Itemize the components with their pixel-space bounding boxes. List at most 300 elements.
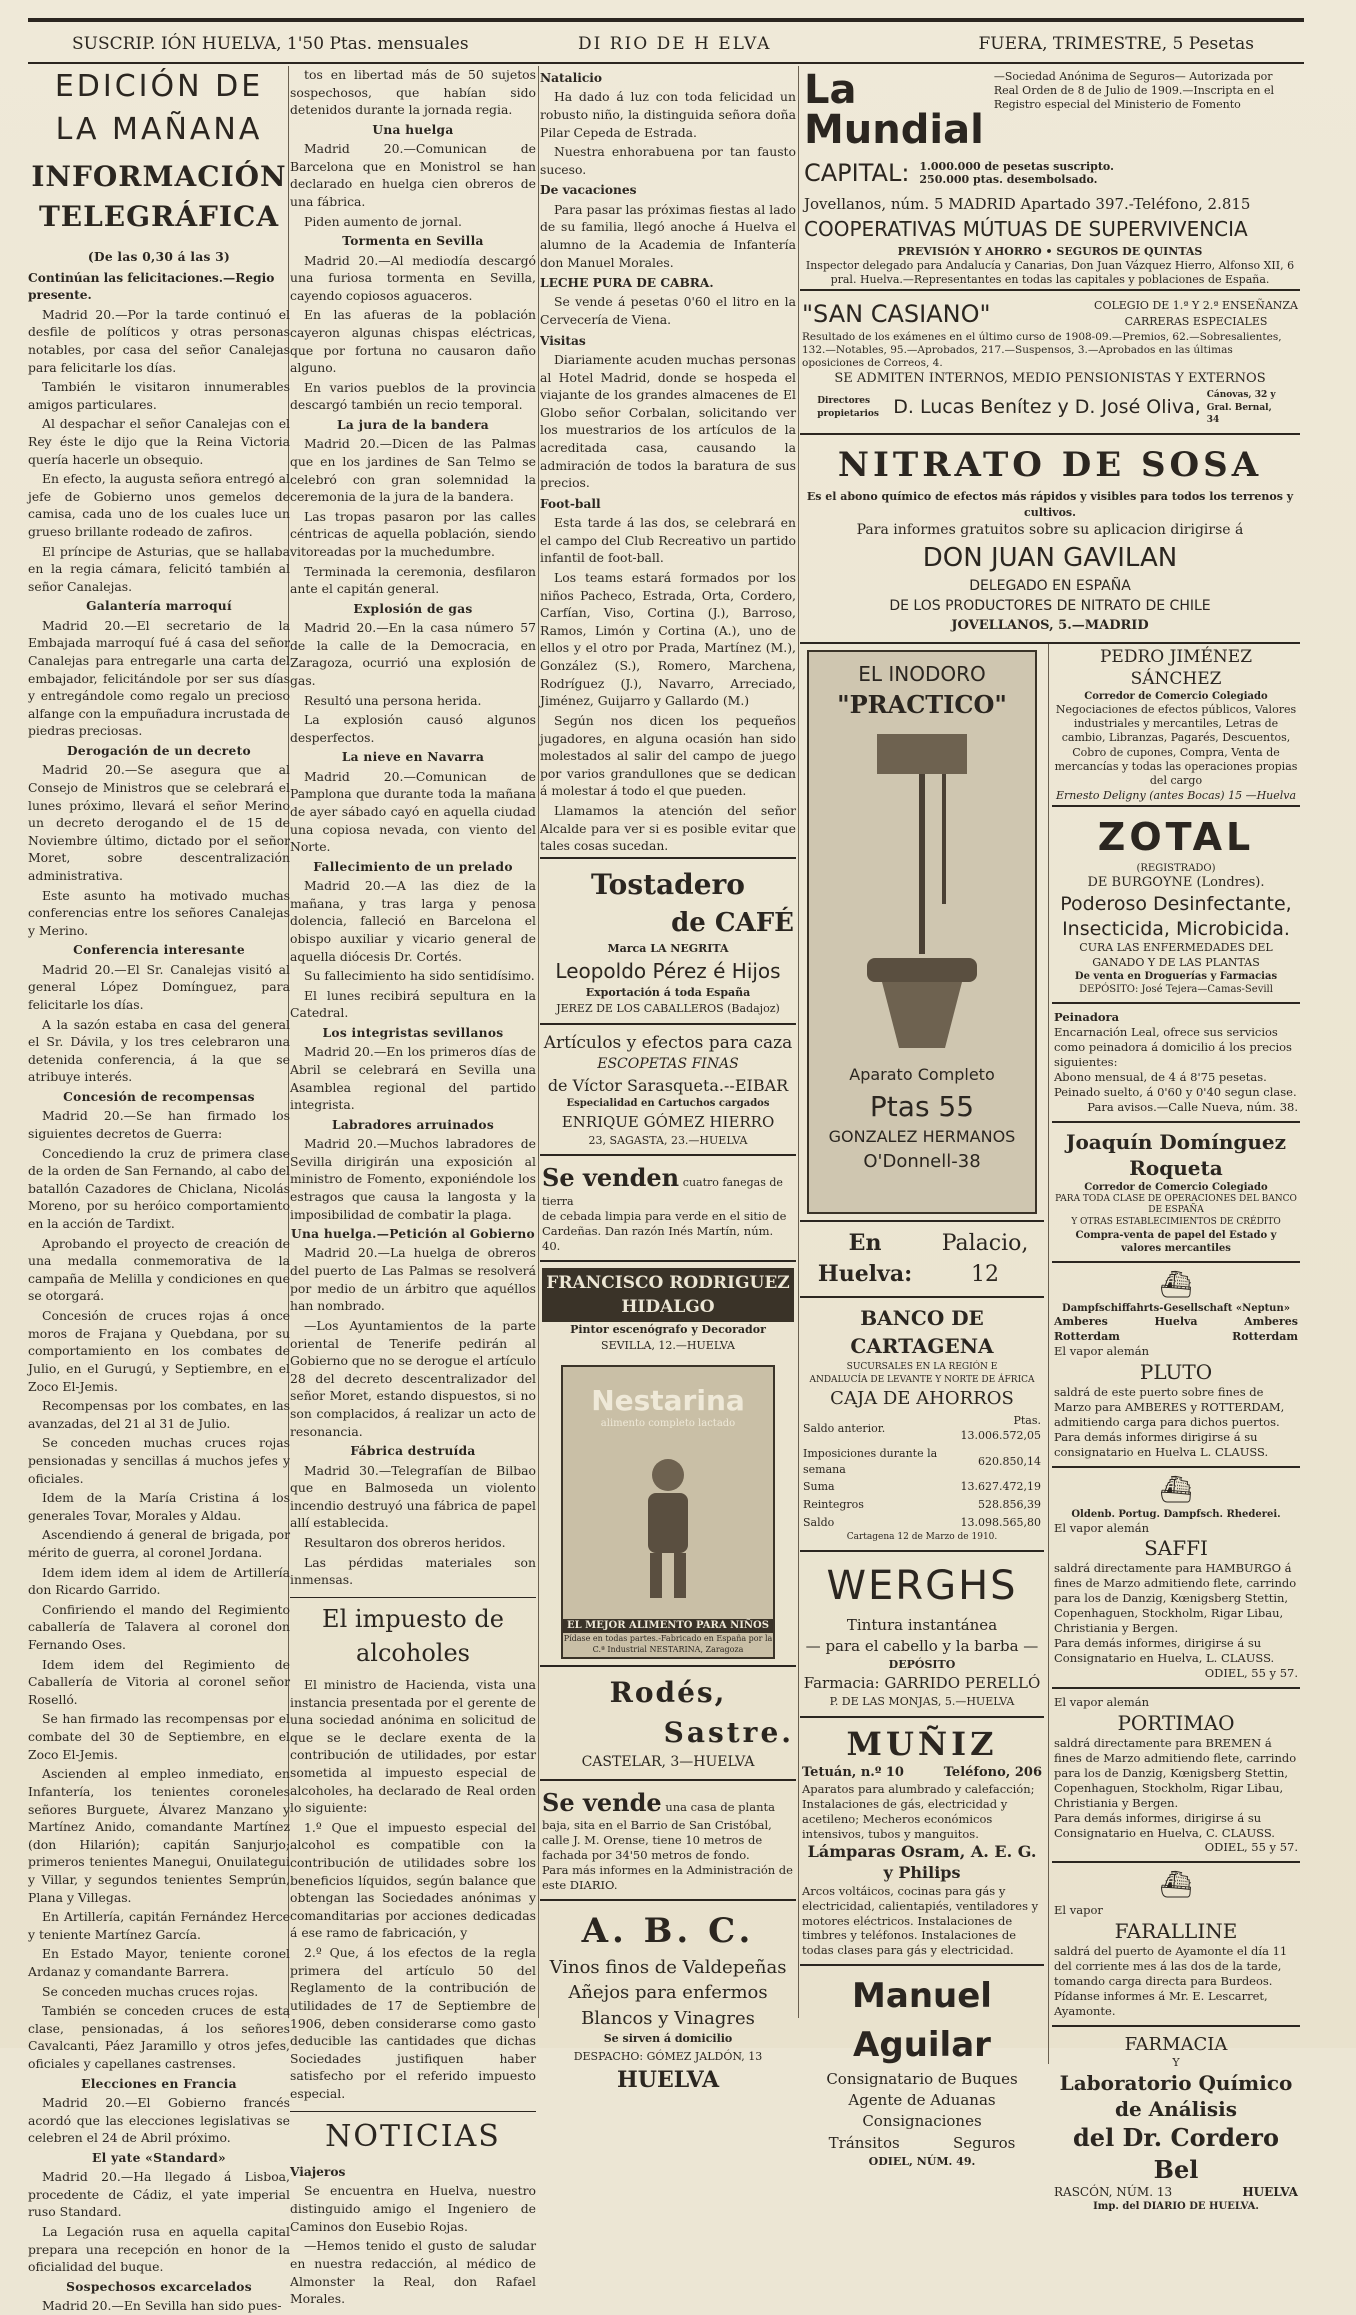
paragraph: Se vende á pesetas 0'60 el litro en la Cervecería de Viena. [540,294,796,328]
paragraph: La Legación rusa en aquella capital prepara una recepción en honor de la oficialidad del buque. [28,2223,290,2275]
paragraph: Madrid 20.—Se han firmado los siguientes decretos de Guerra: [28,1108,290,1141]
subscription-outside: FUERA, TRIMESTRE, 5 Pesetas [978,34,1254,54]
paragraph: Su fallecimiento ha sido sentidísimo. [304,968,535,984]
headline: El yate «Standard» [92,2150,226,2165]
ad-line: CURA LAS ENFERMEDADES DEL GANADO Y DE LAS PLANTAS [1079,941,1273,969]
ad-line: CARRERAS ESPECIALES [1124,314,1268,328]
ad-title: Manuel Aguilar [852,1976,992,2065]
paragraph: Ascendiendo á general de brigada, por mérito de guerra, al coronel Jordana. [28,1527,290,1560]
ad-title: Peinadora [1054,1010,1120,1025]
ad-nitrato [800,433,1300,641]
ad-title: FRANCISCO RODRIGUEZ HIDALGO [542,1268,794,1322]
ad-line: Imp. del DIARIO DE HUELVA. [1093,2201,1259,2213]
paragraph: 1.º Que el impuesto especial del alcohol es compatible con la contribución de utilidades sobre los beneficios líquidos, según balance que obtengan las Sociedades anónimas y comanditarias por acciones dedicadas á ese ramo de fabricación, y [290,1819,536,1941]
ad-ship-faralline [1052,1861,1300,2024]
paragraph: A la sazón estaba en casa del general el Sr. Dávila, y los tres celebraron una detenida conferencia, á la que se atribuye interés. [28,1016,290,1085]
edition-title: EDICIÓN DE LA MAÑANA [54,69,264,147]
ad-line: Jovellanos, núm. 5 MADRID Apartado 397.-Teléfono, 2.815 [804,195,1251,214]
paragraph: Concesión de cruces rojas á once moros de Frajana y Quebdana, por su comportamiento en los combates de Julio, en el Gurugú, y Septiembre, en el Zoco El-Jemis. [28,1308,290,1394]
ad-line: DON JUAN GAVILAN [922,543,1178,574]
paragraph: Se conceden muchas cruces rojas pensionadas y sencillas á muchos jefes y oficiales. [28,1435,290,1486]
ad-line: Consignaciones [862,2112,982,2131]
ad-line: Marca LA NEGRITA [607,942,729,956]
paragraph: Madrid 20.—En Sevilla han sido pues- [42,2298,282,2314]
ad-line: del Dr. Cordero Bel [1073,2123,1279,2184]
ad-line: Pídase en todas partes.-Fabricado en España por la C.ª Industrial NESTARINA, Zaragoza [563,1633,773,1654]
column-4 [800,66,1300,2213]
ad-line: COOPERATIVAS MÚTUAS DE SUPERVIVENCIA [804,217,1248,242]
ad-title: "SAN CASIANO" [802,299,991,328]
ad-se-vende [540,1779,796,1899]
ad-line: Poderoso Desinfectante, [1060,893,1292,916]
ad-line: Negociaciones de efectos públicos, Valores industriales y mercantiles, Letras de cambio, Libranzas, Pagarés, Descuentos, Cobro de cupones, Compra, Venta de mercancías y todas las operaciones propias del cargo [1054,702,1298,788]
ad-line: Peinado suelto, á 0'60 y 0'40 segun clase. [1054,1084,1297,1099]
paragraph: Concediendo la cruz de primera clase de la orden de San Fernando, al cabo del batallón Cazadores de Chiclana, Nicolás Moreno, por su heróico comportamiento en la acción de Tardixt. [28,1145,290,1232]
ad-banco-cartagena [800,1296,1044,1550]
ad-line: En Huelva: [817,1229,913,1287]
headline: Explosión de gas [353,601,473,616]
ad-title: ZOTAL [1097,814,1255,859]
paragraph: En Estado Mayor, teniente coronel Ardanaz y comandante Barrera. [28,1946,290,1979]
ad-title: PEDRO JIMÉNEZ SÁNCHEZ [1099,646,1253,689]
ad-line: SEVILLA, 12.—HUELVA [601,1338,735,1352]
section-title: INFORMACIÓN TELEGRÁFICA [31,160,287,233]
ad-line: Agente de Aduanas [848,2091,996,2110]
paragraph: Madrid 20.—Ha llegado á Lisboa, procedente de Cádiz, el yate imperial ruso Standard. [28,2169,290,2220]
time-note: (De las 0,30 á las 3) [87,249,231,264]
subscription-local: SUSCRIP. IÓN HUELVA, 1'50 Ptas. mensuales [72,34,469,54]
ad-line: D. Lucas Benítez y D. José Oliva, [893,396,1201,419]
ad-title: Tostadero [591,867,745,901]
ad-line: Amberes [1054,1315,1108,1329]
ads-left [800,644,1044,2176]
ad-line: Cánovas, 32 y Gral. Bernal, 34 [1206,389,1276,426]
ad-line: Corredor de Comercio Colegiado [1084,690,1268,702]
paragraph: Las pérdidas materiales son inmensas. [290,1554,536,1588]
ad-line: CAPITAL: [804,159,910,187]
paragraph: Recompensas por los combates, en las avanzadas, del 21 al 31 de Julio. [28,1398,290,1431]
ad-line: Lámparas Osram, A. E. G. y Philips [807,1842,1037,1882]
ad-joaquin [1052,1121,1300,1261]
headline: Concesión de recompensas [63,1090,255,1105]
paragraph: Madrid 20.—Al mediodía descargó una furiosa tormenta en Sevilla, cayendo copiosos aguaceros. [290,252,536,303]
lower-ads [800,642,1300,2213]
paragraph: Madrid 30.—Telegrafían de Bilbao que en Balmoseda un violento incendio destruyó una fábrica de papel allí establecida. [290,1462,536,1531]
savings-row [802,1478,1042,1496]
headline: Natalicio [540,71,603,85]
ad-line: de cebada limpia para verde en el sitio de Cardeñas. Dan razón Inés Martín, núm. 40. [542,1208,787,1253]
ad-ship-portimao [1052,1687,1300,1861]
ad-line: 1.000.000 de pesetas suscripto. [919,159,1114,173]
savings-row [802,1445,1042,1478]
paragraph: Este asunto ha motivado muchas conferencias entre los señores Canalejas y Merino. [28,887,290,938]
paragraph: Madrid 20.—El secretario de la Embajada marroquí fué á casa del señor Canalejas para entregarle una carta del embajador, felicitándole por ser sus días y entregándole como regalo un precioso alfange con la empuñadura incrustada de piedras preciosas. [28,617,290,739]
ad-title: BANCO DE CARTAGENA [850,1306,994,1359]
paragraph: Según nos dicen los pequeños jugadores, en alguna ocasión han sido molestados al salir del campo de juego por varios grandullones que se dedican á molestar á todo el que pueden. [540,712,796,799]
ad-line: saldrá de este puerto sobre fines de Marzo para AMBERES y ROTTERDAM, admitiendo carga para dichos puertos. [1054,1385,1285,1429]
savings-label: Imposiciones durante la semana [803,1447,938,1476]
paragraph: Se conceden muchas cruces rojas. [42,1983,259,1999]
ad-line: De venta en Droguerías y Farmacias [1074,971,1278,983]
column-3 [540,66,796,2093]
ad-line: Teléfono, 206 [943,1765,1042,1781]
ad-line: Inspector delegado para Andalucía y Canarias, Don Juan Vázquez Hierro, Alfonso XII, 6 pral. Huelva.—Representantes en todas las capitales y poblaciones de España. [805,259,1295,287]
ad-line: Blancos y Vinagres [581,2007,755,2029]
paragraph: Se encuentra en Huelva, nuestro distinguido amigo el Ingeniero de Caminos don Eusebio Rojas. [290,2183,536,2234]
paragraph: La explosión causó algunos desperfectos. [290,712,536,745]
ad-ship-pluto [1052,1261,1300,1466]
ad-subtitle: de CAFÉ [671,907,794,938]
paragraph: Madrid 20.—Comunican de Pamplona que durante toda la mañana de ayer sábado cayó en aquella ciudad una copiosa nevada, con viento del Norte. [290,768,536,855]
column-rule [538,66,539,2018]
paragraph: Madrid 20.—Por la tarde continuó el desfile de políticos y otras personas notables, por casa del señor Canalejas para felicitarle los días. [28,306,290,375]
ad-title: A. B. C. [581,1910,755,1951]
ad-line: JEREZ DE LOS CABALLEROS (Badajoz) [556,1002,780,1016]
ad-line: Es el abono químico de efectos más rápidos y visibles para todos los terrenos y cultivos. [806,490,1294,519]
ad-title: Nestarina [591,1384,745,1418]
ad-line: DEPÓSITO [888,1658,956,1672]
ad-line: Para demás informes, dirigirse á su Consignatario en Huelva, L. CLAUSS. [1054,1636,1275,1666]
ad-line: DELEGADO EN ESPAÑA [969,578,1131,595]
headline: La jura de la bandera [336,418,489,433]
paragraph: Las tropas pasaron por las calles céntricas de aquella población, siendo vitoreadas por la muchedumbre. [290,508,536,559]
ad-line: DESPACHO: GÓMEZ JALDÓN, 13 [573,2050,763,2064]
ad-line: Compra-venta de papel del Estado y valores mercantiles [1075,1229,1277,1254]
ad-title: Se vende [542,1787,662,1817]
headline: Derogación de un decreto [67,744,251,759]
paragraph: Diariamente acuden muchas personas al Hotel Madrid, donde se hospeda el viajante de los grandes almacenes de El Globo señor Corbalan, solicitando ver los muestrarios de los artículos de la acreditada casa, causando la admiración de todos la baratura de sus precios. [540,352,796,491]
ad-title: La Mundial [804,67,984,153]
ship-name: PLUTO [1139,1360,1213,1385]
paragraph: En varios pueblos de la provincia descargó también un recio temporal. [290,379,536,413]
savings-amount: 13.627.472,19 [960,1480,1041,1494]
savings-row [802,1496,1042,1514]
price-label: Ptas 55 [869,1089,975,1123]
headline: Fallecimiento de un prelado [313,859,513,874]
ad-line: ODIEL, 55 y 57. [1204,1666,1298,1680]
column-2 [290,66,536,2307]
ad-title: Dampfschiffahrts-Gesellschaft «Neptun» [1062,1303,1290,1315]
paragraph: —Hemos tenido el gusto de saludar en nuestra redacción, al médico de Almonster la Real, don Rafael Morales. [290,2238,536,2307]
ad-escopetas [540,1023,796,1155]
ad-title: NITRATO DE SOSA [837,445,1263,486]
ad-line: CASTELAR, 3—HUELVA [581,1753,755,1770]
headline: Una huelga [372,122,454,137]
ad-se-venden [540,1154,796,1259]
ad-line: alimento completo lactado [600,1418,736,1430]
headline: Sospechosos excarcelados [66,2279,252,2294]
ad-line: Leopoldo Pérez é Hijos [555,959,781,984]
headline: Viajeros [290,2165,346,2180]
ad-subtitle: "PRACTICO" [837,689,1007,719]
headline: Tormenta en Sevilla [342,234,484,249]
ad-line: El vapor [1054,1903,1103,1918]
paragraph: Al despachar el señor Canalejas con el Rey éste le dijo que la Reina Victoria quería hacerle un obsequio. [28,416,290,467]
steamship-icon: ⛴ [1159,1269,1193,1300]
ad-line: Farmacia: GARRIDO PERELLÓ [803,1673,1041,1692]
paragraph: Madrid 20.—Dicen de las Palmas que en los jardines de San Telmo se celebró con gran solemnidad la ceremonia de la jura de la bandera. [290,436,536,505]
ad-line: saldrá directamente para HAMBURGO á fines de Marzo admitiendo flete, carrindo para los de Danzig, Kœnigsberg Stettin, Copenhaguen, Stockholm, Rigar Libau, Christiania y Bergen. [1054,1561,1297,1636]
ad-line: Se sirven á domicilio [603,2032,733,2046]
ship-name: FARALLINE [1114,1919,1238,1944]
paragraph: Resultaron dos obreros heridos. [304,1534,506,1550]
ad-line: Pídanse informes á Mr. E. Lescarret, Ayamonte. [1054,1988,1268,2018]
nestarina-figure-icon [618,1445,718,1605]
ad-line: PARA TODA CLASE DE OPERACIONES DEL BANCO DE ESPAÑA [1055,1193,1297,1216]
ad-line: 23, SAGASTA, 23.—HUELVA [588,1133,748,1147]
ad-line: Insecticida, Microbicida. [1062,917,1290,940]
ad-line: COLEGIO DE 1.ª Y 2.ª ENSEÑANZA [1094,299,1298,313]
ad-line: GONZALEZ HERMANOS [828,1127,1016,1147]
ad-title: MUÑIZ [846,1724,998,1763]
ad-line: Especialidad en Cartuchos cargados [566,1098,770,1110]
savings-rows [802,1412,1042,1531]
headline: Conferencia interesante [73,943,245,958]
ad-line: O'Donnell-38 [863,1151,981,1173]
ad-line: Aparato Completo [849,1065,995,1085]
ad-title: Oldenb. Portug. Dampfsch. Rhederei. [1071,1508,1281,1520]
savings-label: Saldo [803,1515,835,1529]
ad-line: PREVISIÓN Y AHORRO • SEGUROS DE QUINTAS [897,244,1203,258]
ad-line: EL MEJOR ALIMENTO PARA NIÑOS [563,1619,773,1633]
ad-tostadero [540,857,796,1023]
section-heading: NOTICIAS [290,2111,536,2159]
ad-line: Consignatario de Buques [826,2069,1018,2088]
savings-row [802,1514,1042,1532]
paragraph: —Los Ayuntamientos de la parte oriental de Tenerife pedirán al Gobierno que no se derogue el artículo 28 del decreto descentralizador del señor Moret, estando dispuestos, si no son complacidos, á realizar un acto de resonancia. [290,1317,536,1439]
ad-line: Resultado de los exámenes en el último curso de 1908-09.—Premios, 62.—Sobresalientes, 132.—Notables, 95.—Aprobados, 217.—Suspensos, 3.—Aprobados en las últimas oposiciones de Correos, 4. [802,330,1282,370]
ad-line: SUCURSALES EN LA REGIÓN E [846,1361,998,1372]
headline: Labradores arruinados [331,1117,495,1132]
savings-label: Reintegros [803,1497,864,1511]
section-heading: El impuesto de alcoholes [290,1597,536,1670]
ad-nestarina [561,1365,775,1659]
ad-line: —Sociedad Anónima de Seguros— Autorizada por Real Orden de 8 de Julio de 1909.—Inscripta en el Registro especial del Ministerio de Fomento [993,70,1275,111]
paragraph: En las afueras de la población cayeron algunas chispas eléctricas, que por fortuna no causaron daño alguno. [290,307,536,376]
ad-line: Huelva [1154,1315,1198,1329]
ad-line: CAJA DE AHORROS [830,1388,1014,1410]
ad-inodoro [807,650,1037,1214]
ad-line: Encarnación Leal, ofrece sus servicios como peinadora á domicilio á los precios siguientes: [1054,1025,1292,1069]
savings-label: Saldo anterior. [803,1421,886,1435]
steamship-icon: ⛴ [1159,1870,1193,1901]
paragraph: En efecto, la augusta señora entregó al jefe de Gobierno unos gemelos de camisa, cada uno de los cuales luce un grueso brillante rodeado de zafiros. [28,471,290,539]
ad-line: Para demás informes, dirigirse á su Consignatario en Huelva, C. CLAUSS. [1054,1810,1275,1840]
ad-line: Añejos para enfermos [568,1982,768,2004]
ad-huelva [800,1220,1044,1296]
paragraph: Madrid 20.—Comunican de Barcelona que en Monistrol se han declarado en huelga cien obreros de una fábrica. [290,141,536,209]
ad-subtitle: Sastre. [663,1716,794,1749]
paragraph: En Artillería, capitán Fernández Herce y teniente Martínez García. [28,1909,290,1942]
ad-line: ODIEL, 55 y 57. [1204,1840,1298,1855]
paragraph: Madrid 20.—Se asegura que al Consejo de Ministros que se celebrará el lunes próximo, llevará el señor Merino un decreto derogando el de 15 de Noviembre último, dictado por el señor Moret, sobre descentralización administrativa. [28,762,290,883]
ad-title: Rodés, [609,1676,727,1710]
headline: La nieve en Navarra [341,750,485,765]
ad-line: El vapor alemán [1054,1694,1150,1709]
headline: Continúan las felicitaciones.—Regio presente. [28,271,275,303]
ad-title: FARMACIA [1124,2033,1228,2055]
paragraph: Los teams estará formados por los niños Pacheco, Estrada, Orta, Cordero, Carfían, Viso, Cortina (J.), Barroso, Ramos, Limón y Cortina (A.), uno de ellos y el otro por Prada, Martínez (M.), González (S.), Romero, Marchena, Rodríguez (J.), Navarro, Arreciado, Jiménez, Guijarro y Gallardo (M.) [540,570,796,709]
ad-line: Tintura instantánea [846,1615,998,1634]
headline: De vacaciones [540,183,637,198]
ad-line: Tetuán, n.º 10 [802,1765,904,1781]
ad-line: Rotterdam [1054,1329,1120,1343]
paragraph: También se conceden cruces de esta clase, pensionadas, á los señores Cavalcanti, Páez Jaramillo y otros jefes, oficiales y capellanes castrenses. [28,2003,290,2072]
paragraph: Piden aumento de jornal. [304,213,462,229]
ad-rodes [540,1665,796,1778]
ad-line: Pintor escenógrafo y Decorador [570,1323,766,1337]
ad-line: Aparatos para alumbrado y calefacción; Instalaciones de gás, electricidad y acetileno; Mecheros económicos intensivos, tubos y manguitos. [802,1782,1035,1842]
ad-line: Para más informes en la Administración de este DIARIO. [542,1862,793,1892]
paragraph: Ha dado á luz con toda felicidad un robusto niño, la distinguida señora doña Pilar Cepeda de Estrada. [540,89,796,140]
headline: Foot-ball [540,496,601,511]
headline: Galantería marroquí [86,599,232,614]
ad-line: una casa de planta baja, sita en el Barrio de San Cristóbal, calle J. M. Orense, tiene 10 metros de fachada por 34'50 metros de fondo. [542,1799,775,1862]
ad-line: DE LOS PRODUCTORES DE NITRATO DE CHILE [889,598,1211,615]
savings-table [802,1412,1042,1531]
paragraph: Se han firmado las recompensas por el combate del 30 de Septiembre, en el Zoco El-Jemis. [28,1711,290,1762]
ad-werghs [800,1550,1044,1716]
paragraph: Para pasar las próximas fiestas al lado de su familia, llegó anoche á Huelva el alumno de la Academia de Infantería don Manuel Morales. [540,201,796,270]
paragraph: El príncipe de Asturias, que se hallaba en la regia cámara, felicitó también al señor Canalejas. [28,543,290,594]
savings-row [802,1412,1042,1445]
ad-line: HUELVA [1242,2184,1298,2199]
ad-line: HUELVA [616,2066,720,2093]
paragraph: tos en libertad más de 50 sujetos sospechosos, que habían sido detenidos durante la jornada regia. [290,67,536,118]
paragraph: Madrid 20.—El Gobierno francés acordó que las elecciones legislativas se celebren el 24 de Abril próximo. [28,2094,290,2146]
column-rule [1048,644,1049,2064]
headline: Fábrica destruída [350,1444,476,1459]
ad-line: Palacio, 12 [941,1230,1029,1287]
paragraph: Madrid 20.—En la casa número 57 de la calle de la Democracia, en Zaragoza, ocurrió una explosión de gas. [290,620,536,688]
ad-line: Ernesto Deligny (antes Bocas) 15 —Huelva [1055,788,1297,802]
headline: Los integristas sevillanos [322,1026,504,1040]
ad-rodriguez [540,1260,796,1359]
ad-line: El vapor alemán [1054,1344,1150,1359]
ad-line: Para demás informes dirigirse á su consignatario en Huelva L. CLAUSS. [1054,1429,1269,1459]
paragraph: Aprobando el proyecto de creación de una medalla conmemorativa de la campaña de Melilla y condiciones en que se otorgará. [28,1235,290,1304]
ad-line: RASCÓN, NÚM. 13 [1054,2184,1173,2199]
ad-line: Artículos y efectos para caza [543,1032,793,1053]
ad-la-mundial [800,66,1300,289]
column-rule [798,66,799,2018]
ad-zotal [1052,805,1300,1002]
ad-pedro-jimenez [1052,644,1300,805]
headline: LECHE PURA DE CABRA. [540,276,714,291]
paragraph: Confiriendo el mando del Regimiento caballería de Talavera al coronel don Fernando Oses. [28,1601,290,1653]
ad-line: DE BURGOYNE (Londres). [1087,875,1265,891]
ad-line: Corredor de Comercio Colegiado [1084,1181,1268,1193]
ad-line: JOVELLANOS, 5.—MADRID [951,618,1149,634]
ad-title: Joaquín Domínguez Roqueta [1066,1129,1286,1180]
ad-san-casiano [800,289,1300,433]
paragraph: Madrid 20.—A las diez de la mañana, y tras larga y penosa dolencia, falleció en Barcelona el obispo auxiliar y vicario general de aquella diócesis Dr. Cortés. [290,878,536,964]
paragraph: Idem idem del Regimiento de Caballería de Vitoria al coronel señor Roselló. [28,1656,290,1707]
ad-line: Y OTRAS ESTABLECIMIENTOS DE CRÉDITO [1071,1217,1281,1227]
ad-line: cuatro fanegas de tierra [542,1176,783,1208]
paragraph: Ascienden al empleo inmediato, en Infantería, los tenientes coroneles señores Burguete, Álvarez Manzano y Martínez Anido, comandante Martínez (don Hilarión); capitán Sanjurjo; primeros tenientes Manegui, Onuilategui y Villar, y segundos tenientes Semprún, Plana y Villegas. [28,1766,290,1905]
ad-line: DEPÓSITO: José Tejera—Camas-Sevill [1079,984,1273,996]
savings-amount: 528.856,39 [978,1497,1041,1511]
paragraph: Resultó una persona herida. [304,692,482,708]
ad-line: — para el cabello y la barba — [805,1637,1039,1655]
ad-line: ESCOPETAS FINAS [597,1055,739,1072]
ad-line: ENRIQUE GÓMEZ HIERRO [561,1112,775,1131]
ad-line: saldrá del puerto de Ayamonte el día 11 del corriente mes á las dos de la tarde, tomando carga directa para Burdeos. [1054,1944,1288,1988]
paragraph: Idem idem idem al idem de Artillería don Ricardo Garrido. [28,1564,290,1598]
ad-line: Arcos voltáicos, cocinas para gás y electricidad, calientapiés, ventiladores y motores eléctricos. Instalaciones de timbres y teléfonos. Instalaciones de todas clases para gás y electricidad. [802,1883,1039,1958]
ad-line: El vapor alemán [1054,1520,1150,1535]
savings-amount: Ptas. 13.006.572,05 [960,1413,1041,1443]
masthead [28,18,1304,64]
ad-abc [540,1899,796,2102]
headline: Visitas [540,333,586,348]
ad-line: ODIEL, NÚM. 49. [868,2155,976,2169]
ad-ship-saffi [1052,1466,1300,1687]
paragraph: Madrid 20.—En los primeros días de Abril se celebrará en Sevilla una Asamblea regional del partido integrista. [290,1044,536,1113]
paragraph: Nuestra enhorabuena por tan fausto suceso. [540,144,796,177]
ad-line: Para avisos.—Calle Nueva, núm. 38. [1087,1099,1298,1114]
paragraph: El lunes recibirá sepultura en la Catedral. [290,987,536,1021]
savings-amount: 13.098.565,80 [960,1515,1041,1529]
paragraph: Idem de la María Cristina á los generales Tovar, Morales y Aldau. [28,1490,290,1523]
ad-line: P. DE LAS MONJAS, 5.—HUELVA [829,1695,1015,1709]
ad-line: saldrá directamente para BREMEN á fines de Marzo admitiendo flete, carrindo para los de Danzig, Kœnigsberg Stettin, Copenhaguen, Stockholm, Rigar Libau, Christiania y Bergen. [1054,1735,1297,1810]
ad-line: Exportación á toda España [585,986,751,1000]
paragraph: También le visitaron innumerables amigos particulares. [28,379,290,412]
ad-line: Directores propietarios [817,396,879,419]
ad-line: Para informes gratuitos sobre su aplicacion dirigirse á [856,521,1244,538]
paragraph: Esta tarde á las dos, se celebrará en el campo del Club Recreativo un partido infantil de foot-ball. [540,515,796,566]
ad-line: Vinos finos de Valdepeñas [549,1956,787,1978]
ad-line: Tránsitos [828,2133,900,2152]
paragraph: 2.º Que, á los efectos de la regla primera del artículo 50 del Reglamento de la contribución de utilidades de 17 de Septiembre de 1906, deben considerarse como gasto deducible las cantidades que dichas Sociedades justifiquen haber satisfecho por el referido impuesto especial. [290,1945,536,2101]
headline: Una huelga.—Petición al Gobierno [291,1227,535,1242]
ad-line: Laboratorio Químico de Análisis [1059,2071,1293,2122]
ad-line: Seguros [953,2133,1016,2152]
ad-line: 250.000 ptas. desembolsado. [919,173,1098,187]
paragraph: Madrid 20.—El Sr. Canalejas visitó al general López Domínguez, para felicitarle los días. [28,961,290,1012]
ad-line: de Víctor Sarasqueta.--EIBAR [547,1075,789,1095]
ad-farmacia [1052,2025,1300,2220]
ad-line: Abono mensual, de 4 á 8'75 pesetas. [1054,1069,1267,1084]
ad-line: Amberes [1244,1315,1298,1329]
paragraph: Madrid 20.—Muchos labradores de Sevilla dirigirán una exposición al ministro de Fomento, exponiéndole los estragos que causa la langosta y la imposibilidad de combatir la plaga. [290,1136,536,1222]
steamship-icon: ⛴ [1159,1474,1193,1505]
newspaper-title: DI RIO DE H ELVA [578,34,772,54]
column-1 [28,66,290,2314]
ads-right [1052,644,1300,2220]
headline: Elecciones en Francia [81,2076,237,2091]
toilet-icon [847,728,997,1058]
paragraph: Terminada la ceremonia, desfilaron ante el capitán general. [290,563,536,597]
ship-name: PORTIMAO [1117,1710,1235,1735]
savings-amount: 620.850,14 [978,1454,1041,1468]
savings-label: Suma [803,1480,835,1494]
paragraph: El ministro de Hacienda, vista una instancia presentada por el gerente de una sociedad anónima en solicitud de que se le declare exenta de la contribución de utilidades, por estar sometida al impuesto especial de alcoholes, ha declarado de Real orden lo siguiente: [290,1676,536,1816]
ad-line: Y [1172,2056,1180,2070]
ad-line: (REGISTRADO) [1136,863,1216,875]
ad-title: WERGHS [826,1562,1018,1609]
ship-name: SAFFI [1144,1536,1208,1561]
ad-peinadora [1052,1002,1300,1121]
ad-line: ANDALUCÍA DE LEVANTE Y NORTE DE ÁFRICA [809,1374,1035,1385]
paragraph: Llamamos la atención del señor Alcalde para ver si es posible evitar que tales cosas sucedan. [540,802,796,854]
ad-title: Se venden [542,1163,680,1193]
ad-manuel-aguilar [800,1964,1044,2175]
ad-line: Rotterdam [1232,1329,1298,1343]
ad-line: SE ADMITEN INTERNOS, MEDIO PENSIONISTAS Y EXTERNOS [834,371,1266,387]
